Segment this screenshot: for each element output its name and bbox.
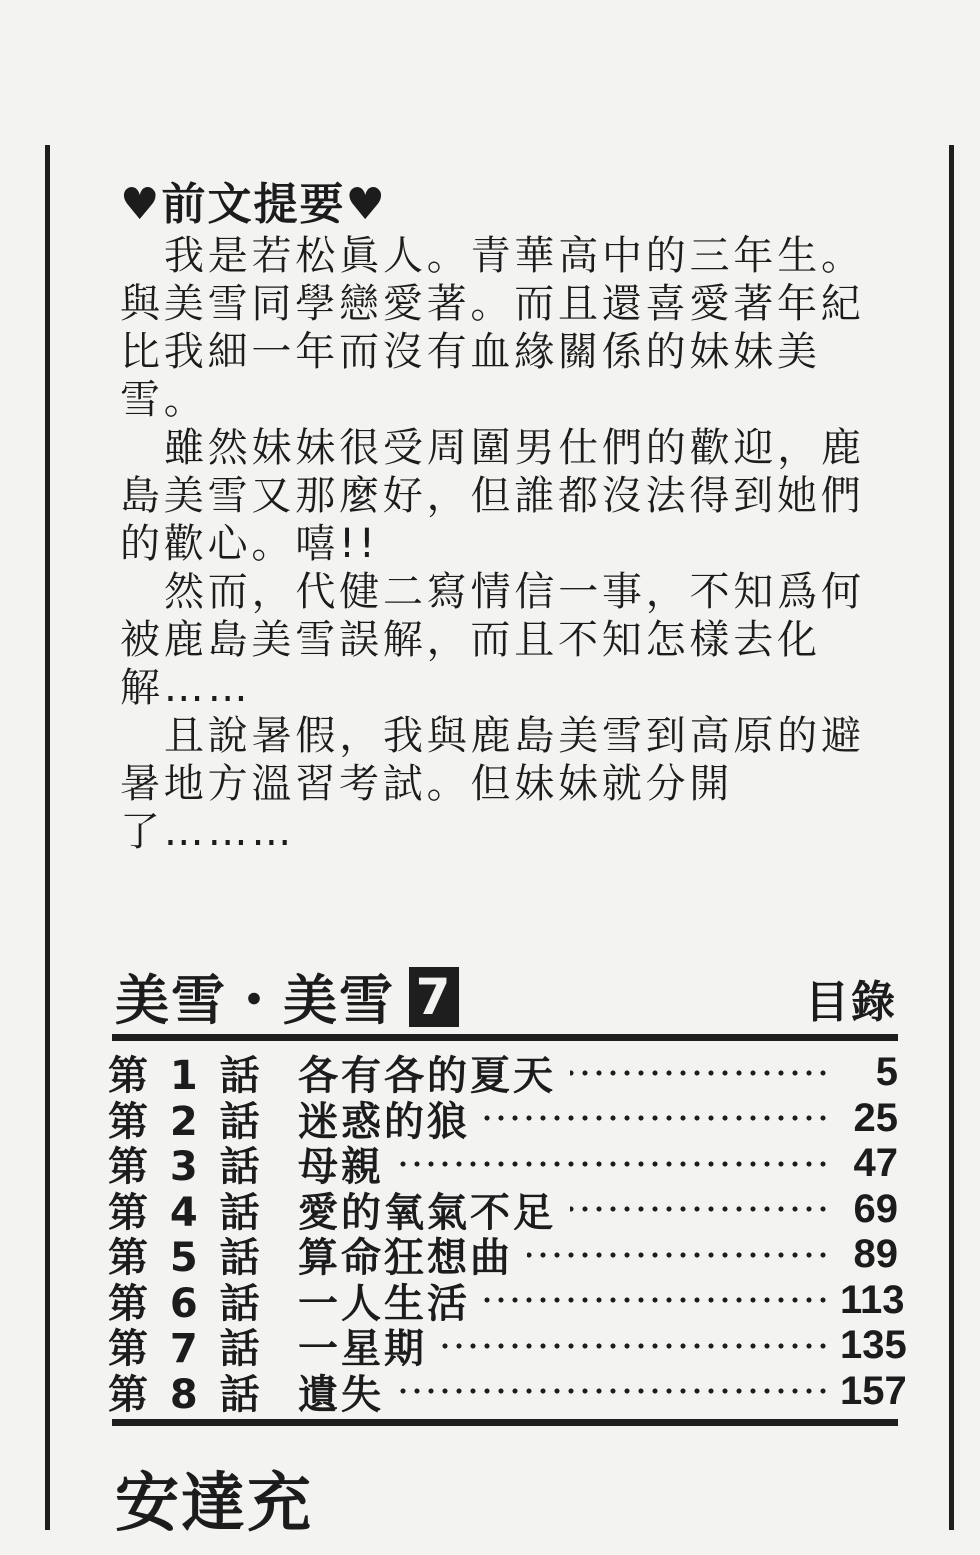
book-title-text: 美雪・美雪 (115, 969, 395, 1032)
chapter-page: 5 (875, 1050, 898, 1095)
toc-top-rule (112, 1034, 898, 1041)
dot-leader (527, 1252, 830, 1258)
chapter-title: 愛的氧氣不足 (298, 1189, 556, 1236)
toc-bottom-rule (112, 1419, 898, 1426)
synopsis-paragraph: 且說暑假，我與鹿島美雪到高原的避暑地方溫習考試。但妹妹就分開了……… (120, 713, 865, 855)
chapter-page: 113 (840, 1277, 905, 1322)
dot-leader (484, 1115, 830, 1121)
chapter-page: 135 (840, 1323, 907, 1368)
toc-row[interactable] (108, 1186, 898, 1236)
chapter-number: 第 5 話 (108, 1235, 264, 1282)
chapter-number: 第 8 話 (108, 1371, 264, 1418)
chapter-title: 一星期 (298, 1326, 427, 1373)
chapter-page: 157 (840, 1368, 907, 1413)
toc-row[interactable] (108, 1323, 907, 1373)
chapter-title: 各有各的夏天 (298, 1053, 556, 1100)
toc-heading: 目錄 (805, 977, 897, 1028)
chapter-number: 第 1 話 (108, 1053, 264, 1100)
chapter-title: 遺失 (298, 1371, 384, 1418)
dot-leader (398, 1388, 830, 1394)
chapter-number: 第 2 話 (108, 1098, 264, 1145)
chapter-number: 第 7 話 (108, 1326, 264, 1373)
toc-row[interactable] (108, 1050, 898, 1100)
table-of-contents (108, 1050, 907, 1418)
volume-number-badge: 7 (409, 967, 459, 1027)
chapter-page: 89 (853, 1232, 898, 1277)
chapter-title: 一人生活 (298, 1280, 470, 1327)
toc-row[interactable] (108, 1095, 898, 1145)
dot-leader (570, 1070, 830, 1076)
dot-leader (398, 1161, 830, 1167)
synopsis-paragraph: 我是若松眞人。青華高中的三年生。與美雪同學戀愛著。而且還喜愛著年紀比我細一年而沒有血緣關係的妹妹美雪。 (120, 233, 865, 423)
chapter-page: 47 (853, 1141, 898, 1186)
chapter-page: 69 (853, 1186, 898, 1231)
dot-leader (570, 1206, 830, 1212)
dot-leader (441, 1343, 830, 1349)
synopsis-text (120, 232, 900, 856)
chapter-title: 迷惑的狼 (298, 1098, 470, 1145)
chapter-number: 第 6 話 (108, 1280, 264, 1327)
chapter-page: 25 (853, 1095, 898, 1140)
chapter-title: 母親 (298, 1144, 384, 1191)
synopsis-paragraph: 雖然妹妹很受周圍男仕們的歡迎，鹿島美雪又那麼好，但誰都沒法得到她們的歡心。嘻!! (120, 425, 865, 567)
right-border-rule (949, 145, 954, 1530)
toc-row[interactable] (108, 1277, 905, 1327)
book-title (115, 958, 459, 1035)
chapter-number: 第 3 話 (108, 1144, 264, 1191)
author-name: 安達充 (115, 1467, 313, 1541)
left-border-rule (45, 145, 50, 1530)
toc-row[interactable] (108, 1232, 898, 1282)
chapter-number: 第 4 話 (108, 1189, 264, 1236)
synopsis-paragraph: 然而，代健二寫情信一事，不知爲何被鹿島美雪誤解，而且不知怎樣去化解…… (120, 569, 865, 711)
toc-row[interactable] (108, 1141, 898, 1191)
chapter-title: 算命狂想曲 (298, 1235, 513, 1282)
synopsis-heading: ♥前文提要♥ (120, 179, 387, 230)
toc-row[interactable] (108, 1368, 907, 1418)
dot-leader (484, 1297, 830, 1303)
